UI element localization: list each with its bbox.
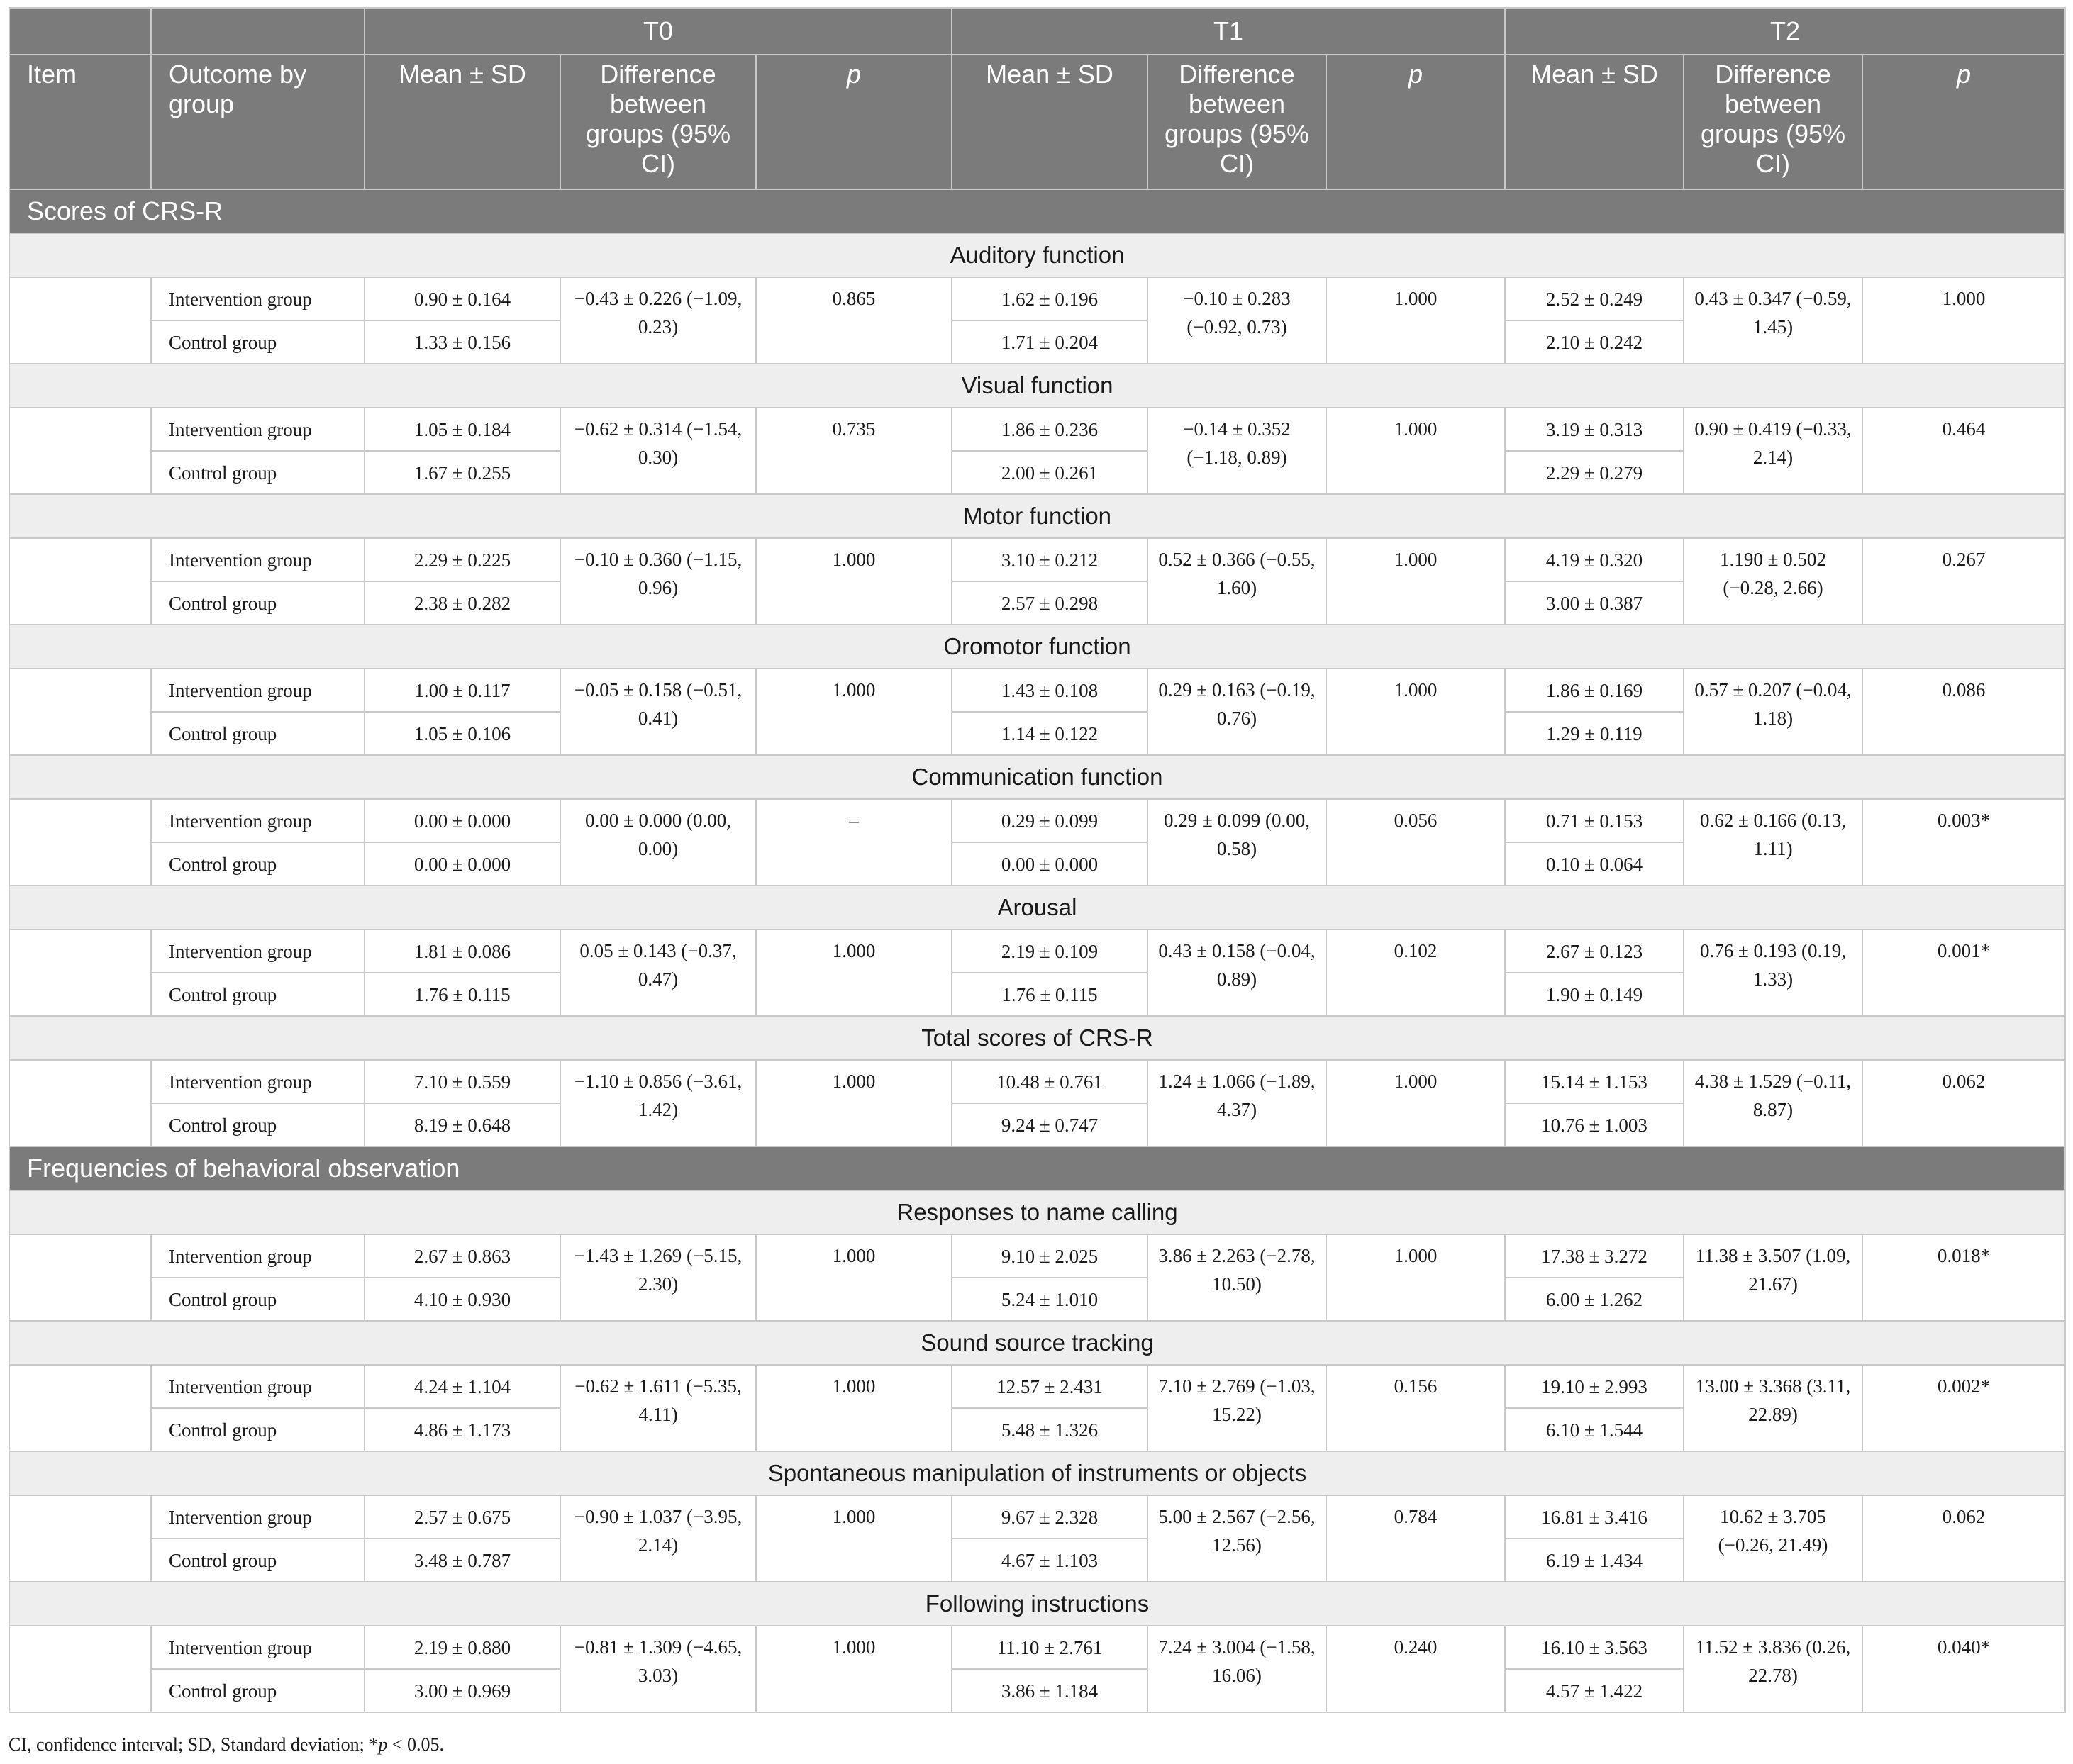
section-header-row	[9, 189, 2065, 233]
item-title: Visual function	[9, 364, 2065, 408]
group-label: Control group	[151, 1539, 365, 1582]
header-t2-difference: Difference between groups (95% CI)	[1684, 55, 1862, 189]
table-row	[9, 1365, 2065, 1408]
t0-mean-sd: 2.57 ± 0.675	[365, 1495, 560, 1539]
t2-mean-sd: 17.38 ± 3.272	[1505, 1234, 1684, 1278]
t1-mean-sd: 9.67 ± 2.328	[952, 1495, 1147, 1539]
group-label: Control group	[151, 1669, 365, 1712]
t0-mean-sd: 1.05 ± 0.106	[365, 712, 560, 755]
group-label: Control group	[151, 1103, 365, 1146]
t2-p-value: 0.062	[1862, 1495, 2065, 1582]
t2-mean-sd: 1.86 ± 0.169	[1505, 669, 1684, 712]
t0-mean-sd: 3.00 ± 0.969	[365, 1669, 560, 1712]
item-title: Spontaneous manipulation of instruments or objects	[9, 1451, 2065, 1495]
t0-mean-sd: 4.86 ± 1.173	[365, 1408, 560, 1451]
t1-mean-sd: 2.19 ± 0.109	[952, 930, 1147, 973]
group-label: Control group	[151, 451, 365, 494]
t1-p-value: 0.156	[1326, 1365, 1505, 1451]
t1-mean-sd: 11.10 ± 2.761	[952, 1626, 1147, 1669]
t1-difference: 7.10 ± 2.769 (−1.03, 15.22)	[1147, 1365, 1326, 1451]
table-row	[9, 799, 2065, 842]
t0-difference: 0.00 ± 0.000 (0.00, 0.00)	[560, 799, 756, 886]
t1-mean-sd: 1.62 ± 0.196	[952, 277, 1147, 320]
item-title: Arousal	[9, 886, 2065, 930]
t1-mean-sd: 1.76 ± 0.115	[952, 973, 1147, 1016]
t1-p-value: 1.000	[1326, 1060, 1505, 1146]
group-label: Control group	[151, 712, 365, 755]
item-title: Following instructions	[9, 1582, 2065, 1626]
t1-difference: 7.24 ± 3.004 (−1.58, 16.06)	[1147, 1626, 1326, 1712]
t0-mean-sd: 1.33 ± 0.156	[365, 320, 560, 364]
item-cell	[9, 1365, 151, 1451]
header-t0: T0	[365, 8, 952, 55]
t1-mean-sd: 1.71 ± 0.204	[952, 320, 1147, 364]
header-column-row	[9, 55, 2065, 189]
item-title: Sound source tracking	[9, 1321, 2065, 1365]
t2-mean-sd: 16.81 ± 3.416	[1505, 1495, 1684, 1539]
t1-mean-sd: 1.86 ± 0.236	[952, 408, 1147, 451]
footnote-threshold: < 0.05.	[387, 1734, 444, 1755]
item-title: Communication function	[9, 755, 2065, 799]
t1-mean-sd: 10.48 ± 0.761	[952, 1060, 1147, 1103]
results-table	[9, 7, 2066, 1713]
table-row	[9, 277, 2065, 320]
group-label: Control group	[151, 973, 365, 1016]
t2-mean-sd: 16.10 ± 3.563	[1505, 1626, 1684, 1669]
item-title: Oromotor function	[9, 625, 2065, 669]
t0-p-value: 1.000	[756, 1060, 952, 1146]
t2-mean-sd: 3.19 ± 0.313	[1505, 408, 1684, 451]
t1-mean-sd: 9.10 ± 2.025	[952, 1234, 1147, 1278]
header-timepoint-row	[9, 8, 2065, 55]
item-cell	[9, 1495, 151, 1582]
group-label: Intervention group	[151, 1060, 365, 1103]
t2-difference: 13.00 ± 3.368 (3.11, 22.89)	[1684, 1365, 1862, 1451]
item-cell	[9, 930, 151, 1016]
t0-mean-sd: 2.38 ± 0.282	[365, 581, 560, 625]
t1-mean-sd: 2.00 ± 0.261	[952, 451, 1147, 494]
t2-difference: 10.62 ± 3.705 (−0.26, 21.49)	[1684, 1495, 1862, 1582]
group-label: Intervention group	[151, 930, 365, 973]
item-header-row	[9, 1582, 2065, 1626]
table-row	[9, 1060, 2065, 1103]
group-label: Control group	[151, 1278, 365, 1321]
t1-mean-sd: 1.43 ± 0.108	[952, 669, 1147, 712]
header-t2: T2	[1505, 8, 2065, 55]
table-row	[9, 669, 2065, 712]
t2-mean-sd: 6.10 ± 1.544	[1505, 1408, 1684, 1451]
t2-p-value: 0.001*	[1862, 930, 2065, 1016]
t1-mean-sd: 3.86 ± 1.184	[952, 1669, 1147, 1712]
table-body	[9, 189, 2065, 1712]
t2-difference: 0.43 ± 0.347 (−0.59, 1.45)	[1684, 277, 1862, 364]
t0-mean-sd: 1.67 ± 0.255	[365, 451, 560, 494]
t0-mean-sd: 2.19 ± 0.880	[365, 1626, 560, 1669]
t0-mean-sd: 2.67 ± 0.863	[365, 1234, 560, 1278]
item-header-row	[9, 886, 2065, 930]
t0-difference: −0.43 ± 0.226 (−1.09, 0.23)	[560, 277, 756, 364]
item-cell	[9, 408, 151, 494]
header-t1-p: p	[1326, 55, 1505, 189]
t1-mean-sd: 5.24 ± 1.010	[952, 1278, 1147, 1321]
t0-p-value: 0.865	[756, 277, 952, 364]
t2-mean-sd: 1.29 ± 0.119	[1505, 712, 1684, 755]
t2-difference: 0.57 ± 0.207 (−0.04, 1.18)	[1684, 669, 1862, 755]
group-label: Intervention group	[151, 799, 365, 842]
header-t1-mean-sd: Mean ± SD	[952, 55, 1147, 189]
group-label: Control group	[151, 581, 365, 625]
header-t0-p: p	[756, 55, 952, 189]
item-header-row	[9, 1451, 2065, 1495]
t0-mean-sd: 0.00 ± 0.000	[365, 799, 560, 842]
item-header-row	[9, 1016, 2065, 1060]
item-cell	[9, 799, 151, 886]
t2-mean-sd: 0.71 ± 0.153	[1505, 799, 1684, 842]
t0-mean-sd: 1.76 ± 0.115	[365, 973, 560, 1016]
t0-mean-sd: 8.19 ± 0.648	[365, 1103, 560, 1146]
table-row	[9, 1495, 2065, 1539]
t2-difference: 11.52 ± 3.836 (0.26, 22.78)	[1684, 1626, 1862, 1712]
t1-difference: 0.29 ± 0.099 (0.00, 0.58)	[1147, 799, 1326, 886]
t1-p-value: 0.102	[1326, 930, 1505, 1016]
table-row	[9, 408, 2065, 451]
t0-p-value: 1.000	[756, 1626, 952, 1712]
group-label: Intervention group	[151, 669, 365, 712]
table-row	[9, 1626, 2065, 1669]
item-cell	[9, 1626, 151, 1712]
t1-mean-sd: 9.24 ± 0.747	[952, 1103, 1147, 1146]
group-label: Intervention group	[151, 408, 365, 451]
t2-difference: 0.90 ± 0.419 (−0.33, 2.14)	[1684, 408, 1862, 494]
t2-difference: 0.76 ± 0.193 (0.19, 1.33)	[1684, 930, 1862, 1016]
t2-difference: 0.62 ± 0.166 (0.13, 1.11)	[1684, 799, 1862, 886]
t2-difference: 11.38 ± 3.507 (1.09, 21.67)	[1684, 1234, 1862, 1321]
t1-difference: −0.10 ± 0.283 (−0.92, 0.73)	[1147, 277, 1326, 364]
t0-mean-sd: 2.29 ± 0.225	[365, 538, 560, 581]
t0-p-value: 1.000	[756, 1234, 952, 1321]
t0-difference: −1.10 ± 0.856 (−3.61, 1.42)	[560, 1060, 756, 1146]
t2-mean-sd: 19.10 ± 2.993	[1505, 1365, 1684, 1408]
t0-p-value: 1.000	[756, 930, 952, 1016]
t1-mean-sd: 4.67 ± 1.103	[952, 1539, 1147, 1582]
t2-p-value: 0.267	[1862, 538, 2065, 625]
table-footnote	[9, 1734, 444, 1755]
t0-p-value: 1.000	[756, 538, 952, 625]
t2-mean-sd: 4.19 ± 0.320	[1505, 538, 1684, 581]
t0-difference: −1.43 ± 1.269 (−5.15, 2.30)	[560, 1234, 756, 1321]
header-empty-cell	[9, 8, 151, 55]
t2-p-value: 0.040*	[1862, 1626, 2065, 1712]
t2-difference: 1.190 ± 0.502 (−0.28, 2.66)	[1684, 538, 1862, 625]
header-t0-mean-sd: Mean ± SD	[365, 55, 560, 189]
t1-p-value: 1.000	[1326, 1234, 1505, 1321]
group-label: Intervention group	[151, 1234, 365, 1278]
t2-p-value: 0.002*	[1862, 1365, 2065, 1451]
t0-p-value: 0.735	[756, 408, 952, 494]
t0-difference: 0.05 ± 0.143 (−0.37, 0.47)	[560, 930, 756, 1016]
t2-mean-sd: 1.90 ± 0.149	[1505, 973, 1684, 1016]
t0-mean-sd: 1.81 ± 0.086	[365, 930, 560, 973]
t0-difference: −0.62 ± 0.314 (−1.54, 0.30)	[560, 408, 756, 494]
t2-mean-sd: 2.52 ± 0.249	[1505, 277, 1684, 320]
item-header-row	[9, 494, 2065, 538]
t0-mean-sd: 0.00 ± 0.000	[365, 842, 560, 886]
t2-p-value: 1.000	[1862, 277, 2065, 364]
t1-difference: 0.29 ± 0.163 (−0.19, 0.76)	[1147, 669, 1326, 755]
t2-p-value: 0.062	[1862, 1060, 2065, 1146]
t1-p-value: 0.240	[1326, 1626, 1505, 1712]
header-outcome: Outcome by group	[151, 55, 365, 189]
item-header-row	[9, 755, 2065, 799]
t0-p-value: 1.000	[756, 669, 952, 755]
t2-p-value: 0.018*	[1862, 1234, 2065, 1321]
t1-difference: −0.14 ± 0.352 (−1.18, 0.89)	[1147, 408, 1326, 494]
t0-difference: −0.10 ± 0.360 (−1.15, 0.96)	[560, 538, 756, 625]
t2-p-value: 0.086	[1862, 669, 2065, 755]
table-row	[9, 1234, 2065, 1278]
section-header-row	[9, 1146, 2065, 1190]
t2-mean-sd: 2.67 ± 0.123	[1505, 930, 1684, 973]
header-t2-mean-sd: Mean ± SD	[1505, 55, 1684, 189]
t1-p-value: 1.000	[1326, 408, 1505, 494]
t1-mean-sd: 1.14 ± 0.122	[952, 712, 1147, 755]
section-title: Frequencies of behavioral observation	[9, 1146, 2065, 1190]
t0-p-value: 1.000	[756, 1365, 952, 1451]
t2-mean-sd: 2.29 ± 0.279	[1505, 451, 1684, 494]
item-header-row	[9, 625, 2065, 669]
group-label: Control group	[151, 320, 365, 364]
t1-p-value: 0.056	[1326, 799, 1505, 886]
t2-mean-sd: 15.14 ± 1.153	[1505, 1060, 1684, 1103]
table-row	[9, 930, 2065, 973]
t0-p-value: 1.000	[756, 1495, 952, 1582]
group-label: Intervention group	[151, 1495, 365, 1539]
group-label: Intervention group	[151, 277, 365, 320]
group-label: Intervention group	[151, 1626, 365, 1669]
group-label: Intervention group	[151, 1365, 365, 1408]
group-label: Intervention group	[151, 538, 365, 581]
t0-difference: −0.90 ± 1.037 (−3.95, 2.14)	[560, 1495, 756, 1582]
t2-p-value: 0.003*	[1862, 799, 2065, 886]
section-title: Scores of CRS-R	[9, 189, 2065, 233]
t1-p-value: 1.000	[1326, 277, 1505, 364]
item-cell	[9, 277, 151, 364]
header-empty-cell	[151, 8, 365, 55]
t2-p-value: 0.464	[1862, 408, 2065, 494]
t1-mean-sd: 12.57 ± 2.431	[952, 1365, 1147, 1408]
item-title: Responses to name calling	[9, 1190, 2065, 1234]
t1-difference: 0.43 ± 0.158 (−0.04, 0.89)	[1147, 930, 1326, 1016]
header-t1-difference: Difference between groups (95% CI)	[1147, 55, 1326, 189]
t2-mean-sd: 6.19 ± 1.434	[1505, 1539, 1684, 1582]
t2-mean-sd: 2.10 ± 0.242	[1505, 320, 1684, 364]
t0-p-value: –	[756, 799, 952, 886]
header-t2-p: p	[1862, 55, 2065, 189]
footnote-text: CI, confidence interval; SD, Standard deviation; *	[9, 1734, 379, 1755]
header-item: Item	[9, 55, 151, 189]
item-header-row	[9, 1321, 2065, 1365]
t1-mean-sd: 5.48 ± 1.326	[952, 1408, 1147, 1451]
t0-mean-sd: 0.90 ± 0.164	[365, 277, 560, 320]
group-label: Control group	[151, 1408, 365, 1451]
header-t1: T1	[952, 8, 1505, 55]
item-cell	[9, 669, 151, 755]
item-title: Total scores of CRS-R	[9, 1016, 2065, 1060]
t2-mean-sd: 6.00 ± 1.262	[1505, 1278, 1684, 1321]
t1-difference: 1.24 ± 1.066 (−1.89, 4.37)	[1147, 1060, 1326, 1146]
t0-mean-sd: 7.10 ± 0.559	[365, 1060, 560, 1103]
t1-p-value: 1.000	[1326, 538, 1505, 625]
t0-mean-sd: 1.05 ± 0.184	[365, 408, 560, 451]
t1-difference: 5.00 ± 2.567 (−2.56, 12.56)	[1147, 1495, 1326, 1582]
t2-difference: 4.38 ± 1.529 (−0.11, 8.87)	[1684, 1060, 1862, 1146]
t1-mean-sd: 0.29 ± 0.099	[952, 799, 1147, 842]
t1-p-value: 1.000	[1326, 669, 1505, 755]
t1-mean-sd: 2.57 ± 0.298	[952, 581, 1147, 625]
t0-difference: −0.05 ± 0.158 (−0.51, 0.41)	[560, 669, 756, 755]
item-header-row	[9, 233, 2065, 277]
t1-p-value: 0.784	[1326, 1495, 1505, 1582]
t2-mean-sd: 10.76 ± 1.003	[1505, 1103, 1684, 1146]
t1-difference: 0.52 ± 0.366 (−0.55, 1.60)	[1147, 538, 1326, 625]
header-t0-difference: Difference between groups (95% CI)	[560, 55, 756, 189]
t0-mean-sd: 4.24 ± 1.104	[365, 1365, 560, 1408]
t0-difference: −0.62 ± 1.611 (−5.35, 4.11)	[560, 1365, 756, 1451]
item-cell	[9, 1060, 151, 1146]
t0-difference: −0.81 ± 1.309 (−4.65, 3.03)	[560, 1626, 756, 1712]
t1-mean-sd: 3.10 ± 0.212	[952, 538, 1147, 581]
t0-mean-sd: 1.00 ± 0.117	[365, 669, 560, 712]
t2-mean-sd: 0.10 ± 0.064	[1505, 842, 1684, 886]
footnote-p: p	[378, 1734, 388, 1755]
item-header-row	[9, 1190, 2065, 1234]
t1-mean-sd: 0.00 ± 0.000	[952, 842, 1147, 886]
item-cell	[9, 538, 151, 625]
t1-difference: 3.86 ± 2.263 (−2.78, 10.50)	[1147, 1234, 1326, 1321]
t0-mean-sd: 4.10 ± 0.930	[365, 1278, 560, 1321]
t0-mean-sd: 3.48 ± 0.787	[365, 1539, 560, 1582]
item-title: Motor function	[9, 494, 2065, 538]
t2-mean-sd: 3.00 ± 0.387	[1505, 581, 1684, 625]
item-cell	[9, 1234, 151, 1321]
item-header-row	[9, 364, 2065, 408]
table-row	[9, 538, 2065, 581]
item-title: Auditory function	[9, 233, 2065, 277]
group-label: Control group	[151, 842, 365, 886]
t2-mean-sd: 4.57 ± 1.422	[1505, 1669, 1684, 1712]
